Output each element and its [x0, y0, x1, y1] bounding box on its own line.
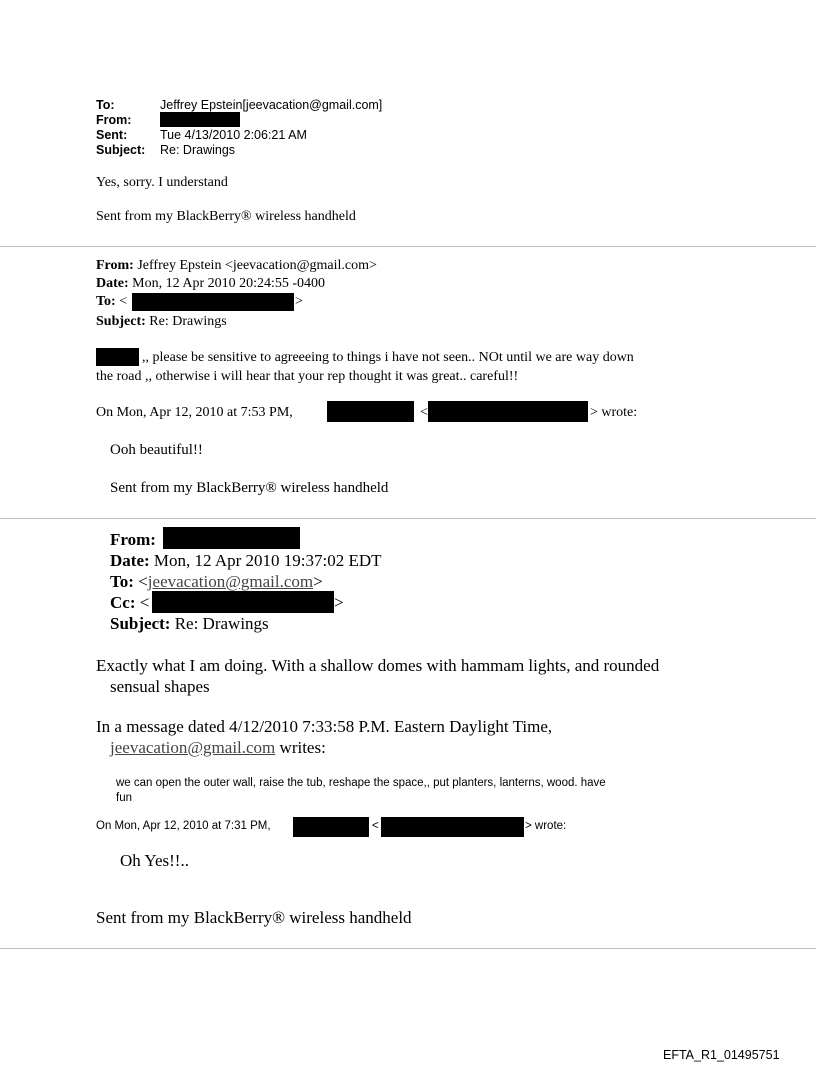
message2-quoted-body: Ooh beautiful!!	[110, 442, 203, 458]
header-sent-value: Tue 4/13/2010 2:06:21 AM	[160, 128, 307, 142]
message3-subject: Subject: Re: Drawings	[110, 614, 269, 633]
message3-quoted-line1: we can open the outer wall, raise the tub, reshape the space,, put planters, lanterns, wood. have	[116, 777, 606, 789]
message2-quoted-signature: Sent from my BlackBerry® wireless handheld	[110, 480, 389, 496]
redaction-block	[327, 401, 414, 422]
message3-cc-close: >	[334, 593, 344, 612]
message3-quote-intro: In a message dated 4/12/2010 7:33:58 P.M. Eastern Daylight Time,	[96, 717, 553, 736]
message3-signature: Sent from my BlackBerry® wireless handheld	[96, 908, 412, 927]
redaction-block	[132, 293, 294, 311]
redaction-block	[428, 401, 588, 422]
separator-rule	[0, 948, 816, 949]
redaction-block	[163, 527, 300, 549]
message2-to: To: <	[96, 294, 128, 309]
document-id: EFTA_R1_01495751	[663, 1048, 780, 1062]
email-link[interactable]: jeevacation@gmail.com	[110, 738, 276, 757]
redaction-block	[96, 348, 139, 366]
message3-to: To: <jeevacation@gmail.com>	[110, 572, 323, 591]
header-sent-label: Sent:	[96, 128, 128, 142]
message2-subject: Subject: Re: Drawings	[96, 314, 227, 329]
message3-inner-close: > wrote:	[525, 820, 567, 832]
message3-date: Date: Mon, 12 Apr 2010 19:37:02 EDT	[110, 551, 382, 570]
redaction-block	[381, 817, 524, 837]
redaction-block	[160, 112, 240, 127]
message2-from: From: Jeffrey Epstein <jeevacation@gmail.com>	[96, 258, 377, 273]
message2-to-close: >	[295, 294, 303, 309]
redaction-block	[152, 591, 334, 613]
message3-inner-intro: On Mon, Apr 12, 2010 at 7:31 PM,	[96, 820, 271, 832]
redaction-block	[293, 817, 369, 837]
separator-rule	[0, 518, 816, 519]
message3-quoted-line2: fun	[116, 792, 132, 804]
header-subject-value: Re: Drawings	[160, 143, 236, 157]
message2-quote-intro: On Mon, Apr 12, 2010 at 7:53 PM,	[96, 405, 293, 420]
message1-body: Yes, sorry. I understand	[96, 175, 228, 190]
message3-body-line1: Exactly what I am doing. With a shallow domes with hammam lights, and rounded	[96, 656, 660, 675]
message1-signature: Sent from my BlackBerry® wireless handheld	[96, 209, 356, 224]
message3-body-line2: sensual shapes	[110, 677, 210, 696]
message3-quote-from: jeevacation@gmail.com writes:	[110, 738, 326, 757]
message3-inner-open: <	[372, 820, 379, 832]
header-to-value: Jeffrey Epstein[jeevacation@gmail.com]	[160, 98, 383, 112]
message2-body-line2: the road ,, otherwise i will hear that your rep thought it was great.. careful!!	[96, 369, 519, 384]
email-link[interactable]: jeevacation@gmail.com	[147, 572, 314, 591]
header-to-label: To:	[96, 98, 115, 112]
header-from-label: From:	[96, 113, 132, 127]
message2-body-line1: ,, please be sensitive to agreeeing to things i have not seen.. NOt until we are way down	[142, 350, 634, 365]
header-subject-label: Subject:	[96, 143, 146, 157]
separator-rule	[0, 246, 816, 247]
message3-cc: Cc: <	[110, 593, 150, 612]
message3-from-label: From:	[110, 530, 156, 549]
message2-quote-open: <	[420, 405, 428, 420]
message2-date: Date: Mon, 12 Apr 2010 20:24:55 -0400	[96, 276, 326, 291]
message3-inner-body: Oh Yes!!..	[120, 851, 189, 870]
message2-quote-close: > wrote:	[590, 405, 638, 420]
